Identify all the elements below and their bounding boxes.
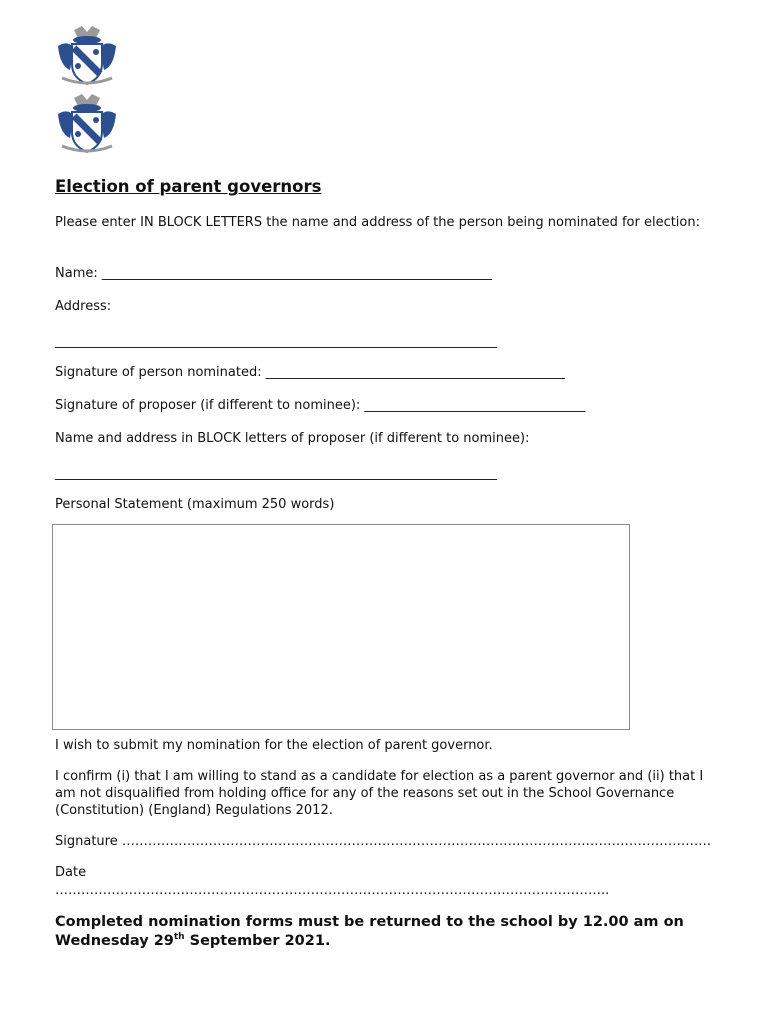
nominee-signature-field[interactable]: Signature of person nominated: ______________________________________________: [55, 365, 565, 380]
page-title: Election of parent governors: [55, 177, 322, 196]
proposer-details-label: Name and address in BLOCK letters of proposer (if different to nominee):: [55, 431, 530, 446]
personal-statement-box[interactable]: [52, 524, 630, 730]
school-crest-icon: [54, 26, 120, 88]
nominee-address-label: Address:: [55, 299, 112, 314]
notice-ordinal-suffix: th: [173, 932, 185, 943]
nominee-address-field[interactable]: ____________________________________________________________________: [55, 334, 497, 349]
notice-text-end: September 2021.: [184, 933, 331, 949]
personal-statement-label: Personal Statement (maximum 250 words): [55, 497, 335, 512]
notice-text-start: Completed nomination forms must be returned to the school by 12.00 am on Wednesday 29: [55, 914, 684, 949]
nomination-wish-text: I wish to submit my nomination for the election of parent governor.: [55, 738, 493, 753]
candidate-signature-field[interactable]: Signature ……………………………………………………………………………………………………………………….: [55, 834, 711, 849]
nominee-name-field[interactable]: Name: ____________________________________________________________: [55, 266, 492, 281]
proposer-details-field[interactable]: ____________________________________________________________________: [55, 466, 497, 481]
school-crest-icon: [54, 94, 120, 156]
date-field[interactable]: ………………………………………………………………………………………………………………..: [55, 883, 610, 898]
confirmation-text: I confirm (i) that I am willing to stand as a candidate for election as a parent governor and (ii) that I am not disqualified from holding office for any of the reasons set out in the School Governance (Constitution) (England) Regulations 2012.: [55, 769, 704, 818]
intro-instructions: Please enter IN BLOCK LETTERS the name and address of the person being nominated for election:: [55, 215, 700, 230]
return-deadline-notice: [55, 913, 720, 951]
date-label: Date: [55, 865, 87, 880]
proposer-signature-field[interactable]: Signature of proposer (if different to nominee): __________________________________: [55, 398, 586, 413]
